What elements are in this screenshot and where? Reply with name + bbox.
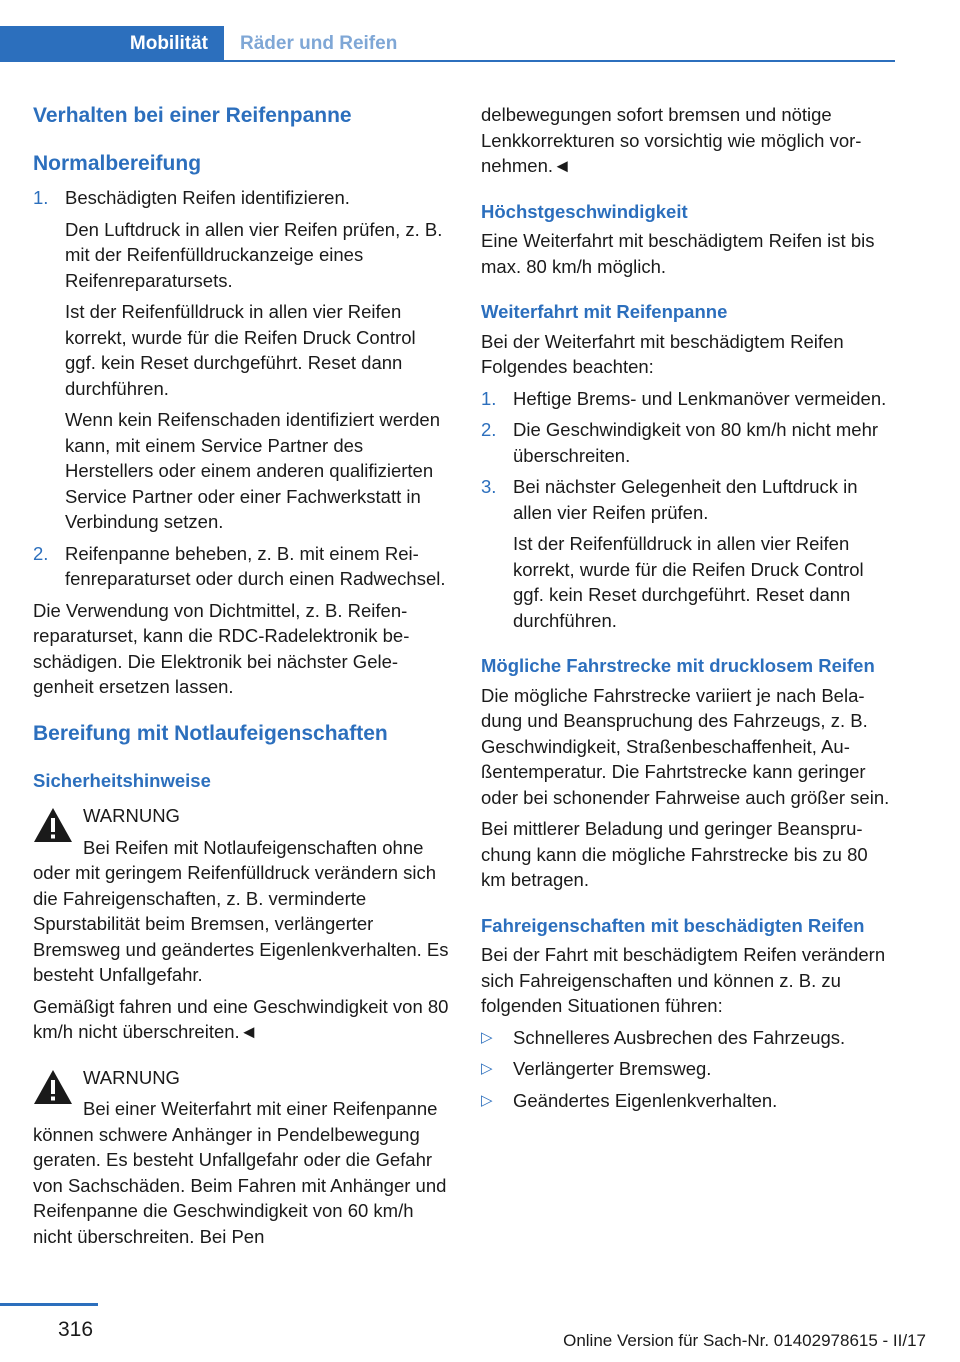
warning-triangle-icon [33,1069,73,1105]
step-text: Reifenpanne beheben, z. B. mit einem Reifenreparaturset oder durch einen Radwechsel. [65,542,446,589]
handling-title: Fahreigenschaften mit beschädigten Reifen [481,914,865,936]
handling-list [481,1025,897,1114]
list-item [481,474,897,633]
continue-intro: Bei der Weiterfahrt mit beschädigtem Reifen Folgendes beachten: [481,330,844,377]
list-item [33,185,449,535]
list-item [481,1025,897,1051]
step-text: Beschädigten Reifen identifizieren. [65,187,350,208]
list-item [33,541,449,592]
bullet-text: Geändertes Eigenlenkverhalten. [513,1089,778,1111]
warning-label: WARNUNG [83,1066,180,1088]
triangle-right-icon: ▷ [481,1028,493,1046]
warning-triangle-icon [33,807,73,843]
triangle-right-icon: ▷ [481,1060,493,1077]
footer-rule [0,1303,98,1306]
bullet-text: Schnelleres Ausbrechen des Fahrzeugs. [513,1026,846,1048]
online-version: Online Version für Sach-Nr. 01402978615 - II/17 [563,1331,926,1350]
warning-box-2 [33,1065,449,1250]
step-number: 2. [33,542,49,564]
header-tabbar [0,26,895,62]
warning-label: WARNUNG [83,805,180,826]
step-list [33,185,449,592]
distance-title: Mögliche Fahrstrecke mit drucklosem Reifen [481,655,875,676]
distance-text: Die mögliche Fahrstrecke variiert je nach Beladung und Beanspruchung des Fahrzeugs, z. B. Geschwindigkeit, Straßenbeschaffenheit, Außentemperatur. Die Fahrtstrecke kann geringer oder bei schonender Fahrweise auch größer sein. [481,684,890,808]
step-text: Ist der Reifenfülldruck in allen vier Reifen korrekt, wurde für die Reifen Druck Control ggf. kein Reset durchgeführt. Reset dann durchführen. [513,533,864,631]
step-number: 2. [481,419,497,440]
step-text: Ist der Reifenfülldruck in allen vier Reifen korrekt, wurde für die Reifen Druck Control ggf. kein Reset durchgeführt. Reset dann durchführen. [65,301,416,399]
list-item [481,1088,897,1114]
list-item [481,417,897,468]
step-text: Die Geschwindigkeit von 80 km/h nicht mehr überschreiten. [513,419,879,466]
tab-mobilitaet[interactable]: Mobilität [0,26,224,62]
continue-title: Weiterfahrt mit Reifenpanne [481,301,728,322]
step-text: Wenn kein Reifenschaden identifiziert werden kann, mit einem Service Partner des Herstellers oder einem anderen qualifizierten Service Partner oder einer Fachwerkstatt in Verbindung setzen. [65,409,441,532]
continuation-text: delbewegungen sofort bremsen und nötige Lenkkorrekturen so vorsichtig wie möglich vornehmen.◄ [481,104,862,176]
handling-text: Bei der Fahrt mit beschädigtem Reifen verändern sich Fahreigenschaften und können z. B. zu folgenden Situationen führen: [481,944,886,1016]
step-number: 1. [33,187,49,208]
step-text: Bei nächster Gelegenheit den Luftdruck in allen vier Reifen prüfen. [513,476,858,523]
step-text: Heftige Brems- und Lenkmanöver vermeiden. [513,387,887,409]
continue-list [481,386,897,634]
bullet-text: Verlängerter Bremsweg. [513,1058,712,1079]
tab-raeder-und-reifen[interactable]: Räder und Reifen [240,33,398,54]
list-item [481,386,897,412]
section-title-notlauf: Bereifung mit Notlaufeigenschaften [33,721,388,745]
warning-text: Bei einer Weiterfahrt mit einer Reifenpanne können schwere Anhänger in Pendelbewegung geraten. Es besteht Unfallgefahr oder die Gefahr von Sachschäden. Beim Fahren mit Anhänger und Reifenpanne die Geschwindigkeit von 60 km/h nicht überschreiten. Bei Pen [33,1098,447,1247]
left-column [33,102,449,1249]
speed-text: Eine Weiterfahrt mit beschädigtem Reifen ist bis max. 80 km/h möglich. [481,230,875,277]
list-item [481,1056,897,1082]
note-paragraph: Die Verwendung von Dichtmittel, z. B. Reifenreparaturset, kann die RDC-Radelektronik beschädigen. Die Elektronik bei nächster Gelegenheit ersetzen lassen. [33,599,410,697]
section-title: Verhalten bei einer Reifenpanne [33,104,352,127]
distance-text: Bei mittlerer Beladung und geringer Beanspruchung kann die mögliche Fahrstrecke bis zu 80 km betragen. [481,818,868,890]
safety-title: Sicherheitshinweise [33,769,211,791]
step-number: 1. [481,387,497,409]
warning-text: Bei Reifen mit Notlaufeigenschaften ohne oder mit geringem Reifenfülldruck verändern sich die Fahreigenschaften, z. B. verminderte Spurstabilität beim Bremsen, verlängerter Bremsweg und geändertes Eigenlenkverhalten. Es besteht Unfallgefahr. [33,836,449,985]
step-number: 3. [481,476,497,497]
subsection-title: Normalbereifung [33,152,202,175]
page-number: 316 [58,1318,94,1341]
step-text: Den Luftdruck in allen vier Reifen prüfen, z. B. mit der Reifenfülldruckanzeige eines Reifenreparatursets. [65,218,443,291]
speed-title: Höchstgeschwindigkeit [481,200,688,222]
warning-box-1 [33,803,449,1045]
right-column [481,102,897,1113]
warning-advice: Gemäßigt fahren und eine Geschwindigkeit von 80 km/h nicht überschreiten.◄ [33,995,449,1042]
triangle-right-icon: ▷ [481,1091,493,1109]
